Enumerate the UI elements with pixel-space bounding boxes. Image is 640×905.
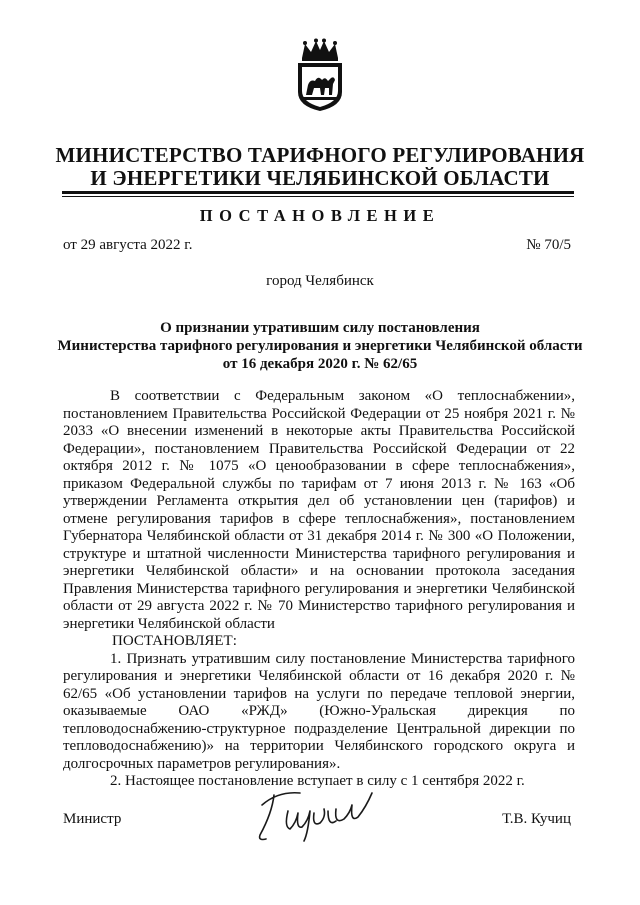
body-item-1: 1. Признать утратившим силу постановление Министерства тарифного регулирования и энергетики Челябинской области от 16 декабря 2020 г. № 62/65 «Об установлении тарифов на услуги по передаче тепловой энергии, оказываемые ОАО «РЖД» (Южно-Уральская дирекция по тепловодоснабжению-структурное подразделение Центральной дирекции по тепловодоснабжению)» на территории Челябинского городского округа и долгосрочных параметров регулирования».	[63, 650, 575, 772]
handwritten-signature	[248, 783, 378, 845]
body-preamble: В соответствии с Федеральным законом «О теплоснабжении», постановлением Правительства Российской Федерации от 25 ноября 2021 г. № 2033 «О внесении изменений в некоторые акты Правительства Российской Федерации», постановлением Правительства Российской Федерации от 22 октября 2012 г. № 1075 «О ценообразовании в сфере теплоснабжения», приказом Федеральной службы по тарифам от 7 июня 2013 г. № 163 «Об утверждении Регламента открытия дел об установлении цен (тарифов) и отмене регулирования тарифов в сфере теплоснабжения», постановлением Губернатора Челябинской области от 31 декабря 2014 г. № 300 «О Положении, структуре и штатной численности Министерства тарифного регулирования и энергетики Челябинской области» и на основании протокола заседания Правления Министерства тарифного регулирования и энергетики Челябинской области от 29 августа 2022 г. № 70 Министерство тарифного регулирования и энергетики Челябинской области	[63, 388, 575, 632]
document-number: № 70/5	[526, 237, 571, 253]
subject-line3: от 16 декабря 2020 г. № 62/65	[222, 356, 418, 372]
document-subject	[40, 319, 600, 373]
header-divider-thick	[62, 191, 574, 194]
document-date: от 29 августа 2022 г.	[63, 237, 193, 253]
document-city: город Челябинск	[266, 273, 374, 289]
chelyabinsk-coat-of-arms-icon	[294, 38, 346, 112]
ministry-name	[40, 144, 600, 190]
subject-line1: О признании утратившим силу постановления	[160, 320, 480, 336]
signatory-name: Т.В. Кучиц	[502, 811, 571, 827]
ministry-name-line1: МИНИСТЕРСТВО ТАРИФНОГО РЕГУЛИРОВАНИЯ	[55, 143, 585, 167]
document-type-heading: ПОСТАНОВЛЕНИЕ	[199, 206, 441, 225]
document-body	[63, 388, 575, 791]
subject-line2: Министерства тарифного регулирования и энергетики Челябинской области	[57, 338, 583, 354]
body-resolves: ПОСТАНОВЛЯЕТ:	[112, 633, 237, 649]
signatory-title: Министр	[63, 811, 122, 827]
body-item-2: 2. Настоящее постановление вступает в силу с 1 сентября 2022 г.	[110, 773, 525, 789]
ministry-name-line2: И ЭНЕРГЕТИКИ ЧЕЛЯБИНСКОЙ ОБЛАСТИ	[90, 166, 550, 190]
header-divider-thin	[62, 196, 574, 197]
